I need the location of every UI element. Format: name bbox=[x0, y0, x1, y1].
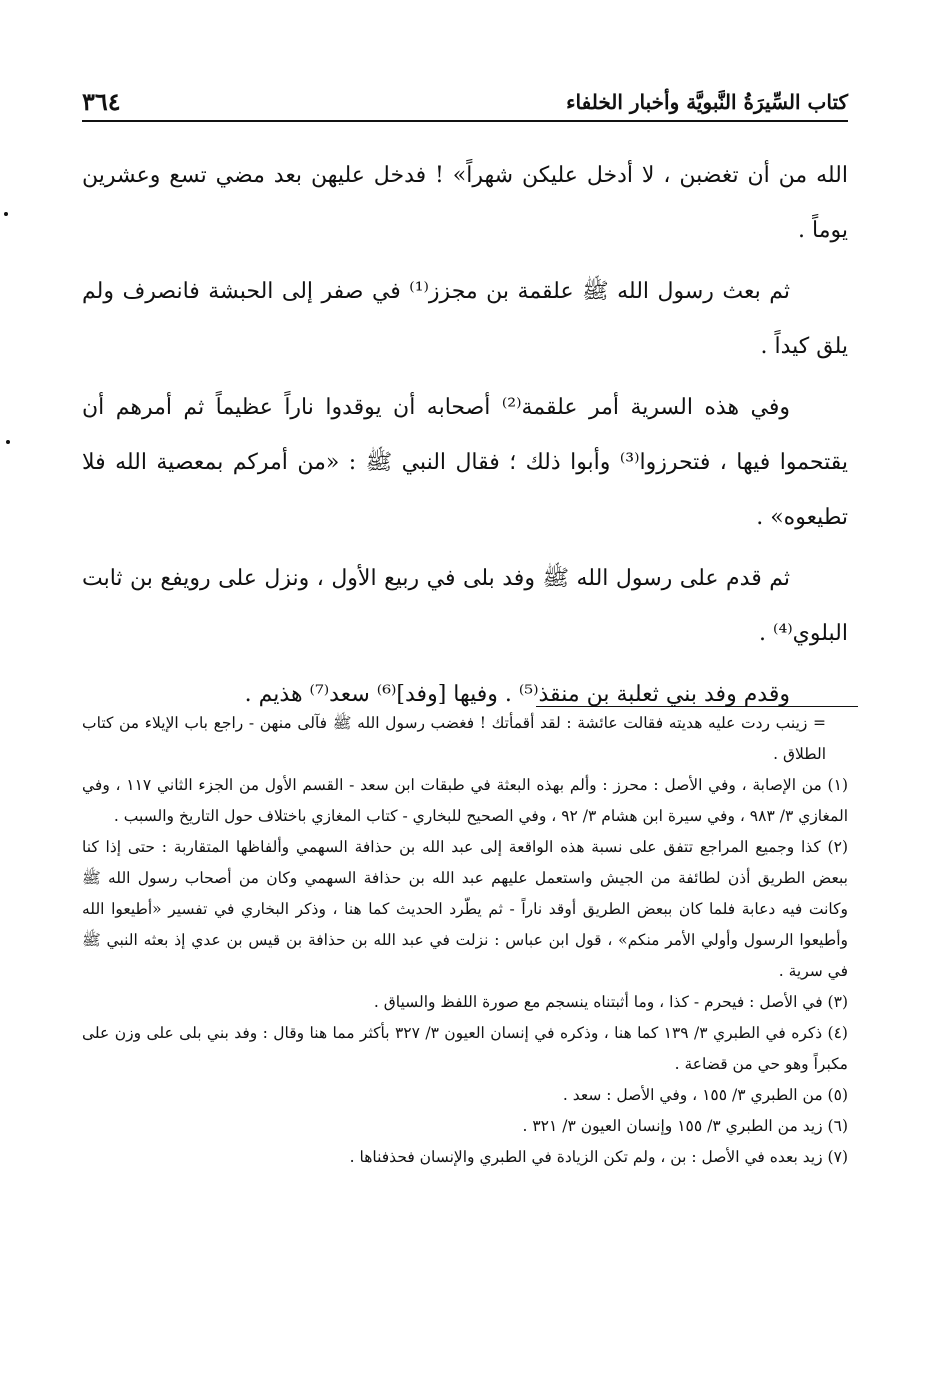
footnote-2: (٢) كذا وجميع المراجع تتفق على نسبة هذه الواقعة إلى عبد الله بن حذافة السهمي وألفاظها المتقاربة : حتى إذا كنا ببعض الطريق أذن لطائفة من الجيش واستعمل عليهم عبد الله بن حذافة السهمي وكان من أصحاب رسول الله ﷺ وكانت فيه دعابة فلما كان ببعض الطريق أوقد ناراً - ثم يطّرد الحديث كما هنا ، وذكر البخاري في تفسير «أطيعوا الله وأطيعوا الرسول وأولي الأمر منكم» ، قول ابن عباس : نزلت في عبد الله بن حذافة بن قيس بن عدي إذ بعثه النبي ﷺ في سرية . bbox=[82, 838, 848, 980]
page-number: ٣٦٤ bbox=[82, 87, 121, 116]
footnote-1: (١) من الإصابة ، وفي الأصل : محرز : وألم بهذه البعثة في طبقات ابن سعد - القسم الأول من الجزء الثاني ١١٧ ، وفي المغازي ٣/ ٩٨٣ ، وفي سيرة ابن هشام ٣/ ٩٢ ، وفي الصحيح للبخاري - كتاب المغازي باختلاف حول التاريخ والسبب . bbox=[82, 776, 848, 825]
scan-speck bbox=[6, 440, 10, 444]
footnote-3: (٣) في الأصل : فيحرم - كذا ، وما أثبتناه ينسجم مع صورة اللفظ والسياق . bbox=[373, 993, 848, 1011]
footnote-4: (٤) ذكره في الطبري ٣/ ١٣٩ كما هنا ، وذكره في إنسان العيون ٣/ ٣٢٧ بأكثر مما هنا وقال : وفد بني بلى على وزن على مكبراً وهو حي من قضاعة . bbox=[82, 1024, 848, 1073]
footnotes bbox=[82, 708, 848, 1173]
scan-speck bbox=[4, 212, 8, 216]
footnote-5: (٥) من الطبري ٣/ ١٥٥ ، وفي الأصل : سعد . bbox=[562, 1086, 848, 1104]
paragraph-fire-command: وفي هذه السرية أمر علقمة⁽²⁾ أصحابه أن يوقدوا ناراً عظيماً ثم أمرهم أن يقتحموا فيها ، فتحرزوا⁽³⁾ وأبوا ذلك ؛ فقال النبي ﷺ : «من أمركم بمعصية الله فلا تطيعوه» . bbox=[82, 395, 848, 530]
main-text bbox=[82, 148, 848, 728]
paragraph-thalaba-delegation: وقدم وفد بني ثعلبة بن منقذ⁽⁵⁾ . وفيها [وفد]⁽⁶⁾ سعد⁽⁷⁾ هذيم . bbox=[244, 682, 790, 707]
paragraph-bali-delegation: ثم قدم على رسول الله ﷺ وفد بلى في ربيع الأول ، ونزل على رويفع بن ثابت البلوي⁽⁴⁾ . bbox=[82, 566, 848, 646]
running-header bbox=[82, 78, 848, 122]
footnote-continued: = زينب ردت عليه هديته فقالت عائشة : لقد أقمأتك ! فغضب رسول الله ﷺ فآلى منهن - راجع باب الإيلاء من كتاب الطلاق . bbox=[82, 714, 826, 763]
footnote-6: (٦) زيد من الطبري ٣/ ١٥٥ وإنسان العيون ٣/ ٣٢١ . bbox=[522, 1117, 848, 1135]
footnote-separator bbox=[536, 706, 858, 707]
footnote-7: (٧) زيد بعده في الأصل : بن ، ولم تكن الزيادة في الطبري والإنسان فحذفناها . bbox=[349, 1148, 848, 1166]
paragraph-alqama-mission: ثم بعث رسول الله ﷺ علقمة بن مجزز⁽¹⁾ في صفر إلى الحبشة فانصرف ولم يلق كيداً . bbox=[82, 279, 848, 359]
book-title: كتاب السِّيرَةُ النَّبويَّة وأخبار الخلفاء bbox=[566, 90, 848, 114]
paragraph-continued: الله من أن تغضبن ، لا أدخل عليكن شهراً» ! فدخل عليهن بعد مضي تسع وعشرين يوماً . bbox=[82, 163, 848, 243]
